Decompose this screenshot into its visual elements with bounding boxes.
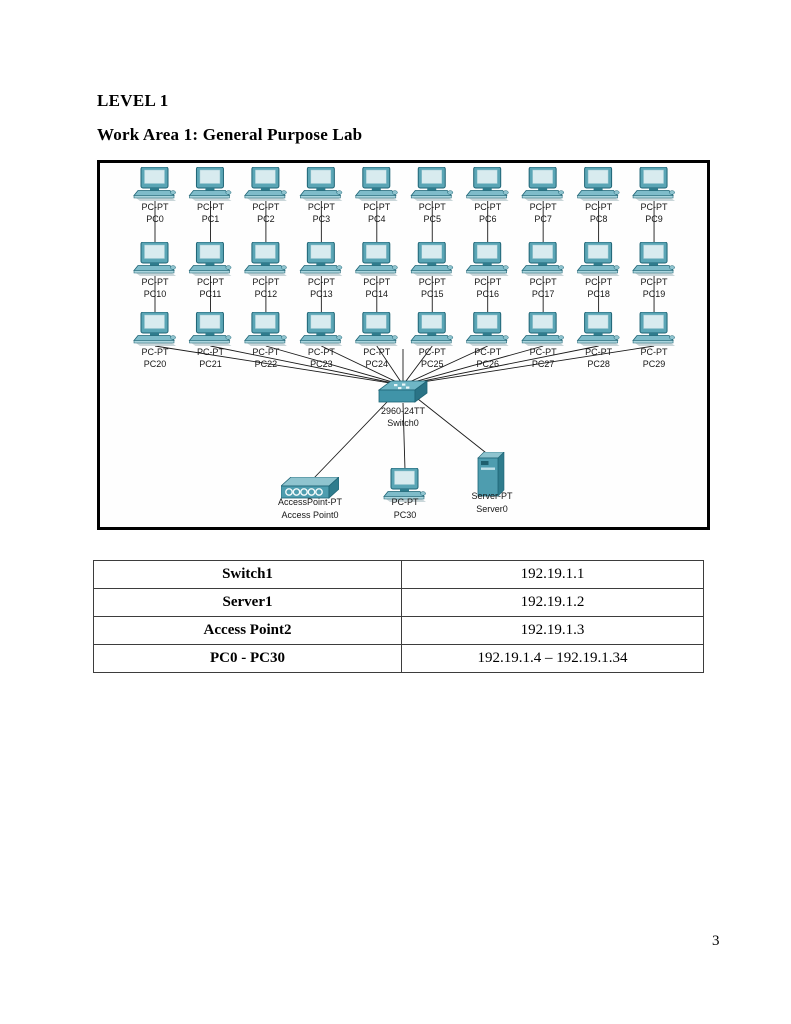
device-name-label: PC24 (365, 359, 389, 369)
network-topology-figure (97, 160, 710, 530)
pc-icon (633, 167, 675, 201)
pc-icon (522, 242, 564, 276)
device-model-label: PC-PT (252, 202, 280, 212)
device-pc8 (578, 167, 620, 224)
device-model-label: 2960-24TT (380, 406, 426, 416)
device-model-label: PC-PT (640, 277, 668, 287)
pc-icon (467, 242, 509, 276)
device-name-label: Switch0 (387, 418, 419, 428)
device-pc13 (300, 242, 342, 299)
device-name-label: PC8 (589, 214, 608, 224)
device-pc6 (467, 167, 509, 224)
link-line (314, 401, 388, 478)
device-name-label: PC26 (476, 359, 499, 369)
switch-icon (379, 381, 427, 402)
server-icon (478, 452, 504, 496)
device-name-label: PC29 (642, 359, 666, 369)
device-pc21 (189, 312, 231, 369)
device-pc0 (134, 167, 176, 224)
pc-icon (189, 242, 231, 276)
ip-address-cell: 192.19.1.3 (402, 617, 704, 645)
device-name-label: PC9 (645, 214, 663, 224)
pc-icon (300, 167, 342, 201)
device-pc2 (245, 167, 287, 224)
device-pc18 (578, 242, 620, 299)
device-name-label: PC14 (365, 289, 389, 299)
pc-icon (245, 167, 287, 201)
ip-assignment-table (93, 560, 704, 673)
topology-svg (100, 163, 707, 527)
pc-icon (633, 242, 675, 276)
pc-icon (245, 242, 287, 276)
device-server0 (471, 452, 513, 514)
device-model-label: PC-PT (196, 347, 224, 357)
device-model-label: AccessPoint-PT (277, 497, 343, 507)
device-name-label: Server0 (476, 504, 508, 514)
pc-icon (300, 242, 342, 276)
table-row (94, 561, 704, 589)
device-pc26 (467, 312, 509, 369)
device-pc30 (384, 468, 426, 520)
device-name-cell: Switch1 (94, 561, 402, 589)
pc-icon (134, 167, 176, 201)
table-row (94, 617, 704, 645)
device-model-label: PC-PT (252, 277, 280, 287)
device-model-label: Server-PT (471, 491, 513, 501)
device-name-label: PC16 (476, 289, 499, 299)
device-model-label: PC-PT (474, 202, 502, 212)
device-name-label: PC0 (146, 214, 164, 224)
link-line (418, 399, 490, 456)
device-name-label: PC20 (143, 359, 167, 369)
device-pc3 (300, 167, 342, 224)
device-name-label: PC18 (587, 289, 610, 299)
device-name-label: PC23 (310, 359, 333, 369)
device-pc20 (134, 312, 176, 369)
pc-icon (578, 312, 620, 346)
device-name-label: PC3 (312, 214, 331, 224)
device-pc15 (411, 242, 453, 299)
device-model-label: PC-PT (529, 202, 557, 212)
pc-icon (356, 242, 398, 276)
device-model-label: PC-PT (141, 277, 169, 287)
device-model-label: PC-PT (585, 202, 613, 212)
device-name-label: PC12 (254, 289, 278, 299)
device-pc23 (300, 312, 342, 369)
pc-icon (189, 312, 231, 346)
pc-icon (134, 242, 176, 276)
pc-icon (134, 312, 176, 346)
device-pc25 (411, 312, 453, 369)
device-name-label: PC13 (310, 289, 333, 299)
device-pc24 (356, 312, 398, 369)
device-pc11 (189, 242, 231, 299)
device-model-label: PC-PT (363, 277, 391, 287)
pc-icon (467, 312, 509, 346)
device-pc27 (522, 312, 564, 369)
pc-icon (467, 167, 509, 201)
device-pc28 (578, 312, 620, 369)
device-name-label: PC7 (534, 214, 552, 224)
device-pc12 (245, 242, 287, 299)
device-model-label: PC-PT (529, 277, 557, 287)
device-pc4 (356, 167, 398, 224)
device-access-point0 (278, 477, 343, 520)
device-name-cell: PC0 - PC30 (94, 645, 402, 673)
device-model-label: PC-PT (529, 347, 557, 357)
ip-address-cell: 192.19.1.4 – 192.19.1.34 (402, 645, 704, 673)
device-pc9 (633, 167, 675, 224)
table-row (94, 645, 704, 673)
pc-icon (522, 312, 564, 346)
device-model-label: PC-PT (640, 347, 668, 357)
pc-icon (356, 167, 398, 201)
device-model-label: PC-PT (585, 347, 613, 357)
pc-icon (411, 242, 453, 276)
device-model-label: PC-PT (585, 277, 613, 287)
pc-icon (356, 312, 398, 346)
device-name-label: PC19 (642, 289, 666, 299)
device-model-label: PC-PT (252, 347, 280, 357)
device-name-label: PC17 (531, 289, 555, 299)
device-name-label: PC15 (420, 289, 444, 299)
device-pc1 (189, 167, 231, 224)
ip-address-cell: 192.19.1.1 (402, 561, 704, 589)
device-model-label: PC-PT (418, 202, 446, 212)
heading-work-area: Work Area 1: General Purpose Lab (97, 125, 363, 144)
pc-icon (522, 167, 564, 201)
device-name-label: PC27 (531, 359, 555, 369)
device-model-label: PC-PT (196, 277, 224, 287)
device-name-label: PC11 (199, 289, 222, 299)
ip-address-cell: 192.19.1.2 (402, 589, 704, 617)
heading-level: LEVEL 1 (97, 91, 169, 110)
pc-icon (578, 167, 620, 201)
device-pc19 (633, 242, 675, 299)
device-model-label: PC-PT (141, 347, 169, 357)
device-pc5 (411, 167, 453, 224)
device-name-label: PC1 (201, 214, 220, 224)
device-model-label: PC-PT (640, 202, 668, 212)
device-pc29 (633, 312, 675, 369)
pc-icon (189, 167, 231, 201)
device-model-label: PC-PT (418, 277, 446, 287)
device-model-label: PC-PT (474, 277, 502, 287)
pc-icon (300, 312, 342, 346)
device-model-label: PC-PT (391, 497, 419, 507)
device-pc14 (356, 242, 398, 299)
device-name-label: PC5 (423, 214, 442, 224)
device-name-label: PC30 (393, 510, 417, 520)
pc-icon (578, 242, 620, 276)
ap-icon (281, 477, 339, 498)
device-name-label: PC10 (143, 289, 167, 299)
device-model-label: PC-PT (141, 202, 169, 212)
device-name-label: PC22 (254, 359, 278, 369)
page-number: 3 (712, 933, 720, 949)
device-name-label: PC2 (257, 214, 275, 224)
device-model-label: PC-PT (418, 347, 446, 357)
device-name-label: PC6 (478, 214, 497, 224)
device-pc7 (522, 167, 564, 224)
device-model-label: PC-PT (363, 347, 391, 357)
pc-icon (245, 312, 287, 346)
device-model-label: PC-PT (307, 347, 335, 357)
table-row (94, 589, 704, 617)
device-pc16 (467, 242, 509, 299)
device-name-cell: Server1 (94, 589, 402, 617)
device-pc10 (134, 242, 176, 299)
device-model-label: PC-PT (363, 202, 391, 212)
device-pc17 (522, 242, 564, 299)
device-name-label: Access Point0 (281, 510, 339, 520)
pc-icon (633, 312, 675, 346)
device-name-label: PC28 (587, 359, 610, 369)
device-model-label: PC-PT (307, 277, 335, 287)
device-name-label: PC4 (368, 214, 386, 224)
device-model-label: PC-PT (196, 202, 224, 212)
device-name-label: PC21 (199, 359, 222, 369)
pc-icon (411, 312, 453, 346)
device-model-label: PC-PT (307, 202, 335, 212)
device-name-label: PC25 (420, 359, 444, 369)
device-name-cell: Access Point2 (94, 617, 402, 645)
pc-icon (411, 167, 453, 201)
device-model-label: PC-PT (474, 347, 502, 357)
